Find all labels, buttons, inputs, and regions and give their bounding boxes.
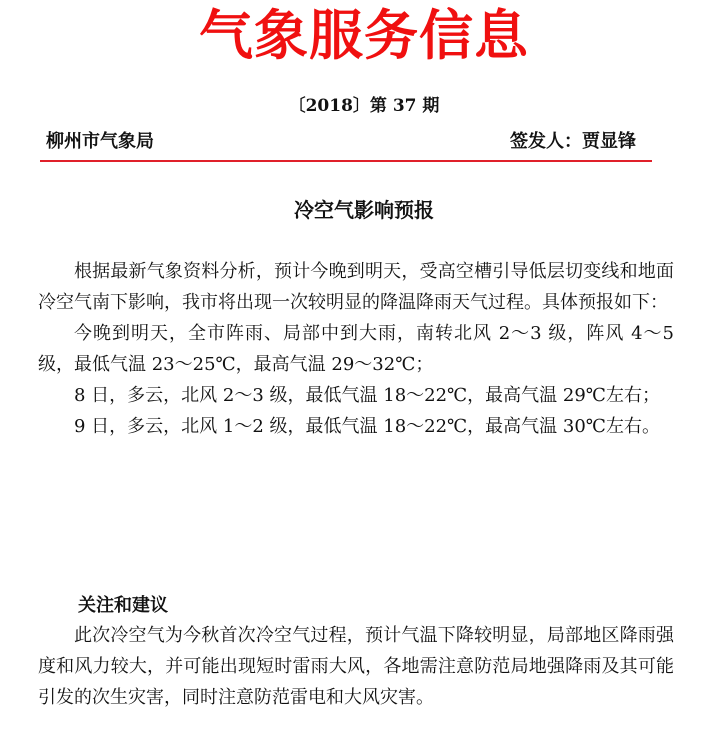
paragraph-intro: 根据最新气象资料分析，预计今晚到明天，受高空槽引导低层切变线和地面冷空气南下影响，我市将出现一次较明显的降温降雨天气过程。具体预报如下： bbox=[38, 261, 674, 313]
issuer-name: 柳州市气象局 bbox=[46, 131, 154, 152]
signer-name: 签发人：贾显锋 bbox=[510, 131, 636, 152]
paragraph-day-8: 8 日，多云，北风 2～3 级，最低气温 18～22℃，最高气温 29℃左右； bbox=[74, 385, 660, 406]
header-rule bbox=[40, 160, 652, 162]
advice-heading: 关注和建议 bbox=[78, 595, 168, 616]
document-title: 冷空气影响预报 bbox=[294, 198, 434, 222]
masthead-title: 气象服务信息 bbox=[199, 4, 529, 67]
advice-paragraph: 此次冷空气为今秋首次冷空气过程，预计气温下降较明显，局部地区降雨强度和风力较大，并可能出现短时雷雨大风，各地需注意防范局地强降雨及其可能引发的次生灾害，同时注意防范雷电和大风灾害。 bbox=[38, 625, 674, 708]
paragraph-tonight: 今晚到明天，全市阵雨、局部中到大雨，南转北风 2～3 级，阵风 4～5 级，最低气温 23～25℃，最高气温 29～32℃； bbox=[38, 323, 674, 375]
paragraph-day-9: 9 日，多云，北风 1～2 级，最低气温 18～22℃，最高气温 30℃左右。 bbox=[74, 416, 660, 437]
issuer-row bbox=[46, 128, 646, 156]
forecast-body bbox=[38, 256, 674, 442]
issue-number: 〔2018〕第 37 期 bbox=[288, 96, 440, 116]
